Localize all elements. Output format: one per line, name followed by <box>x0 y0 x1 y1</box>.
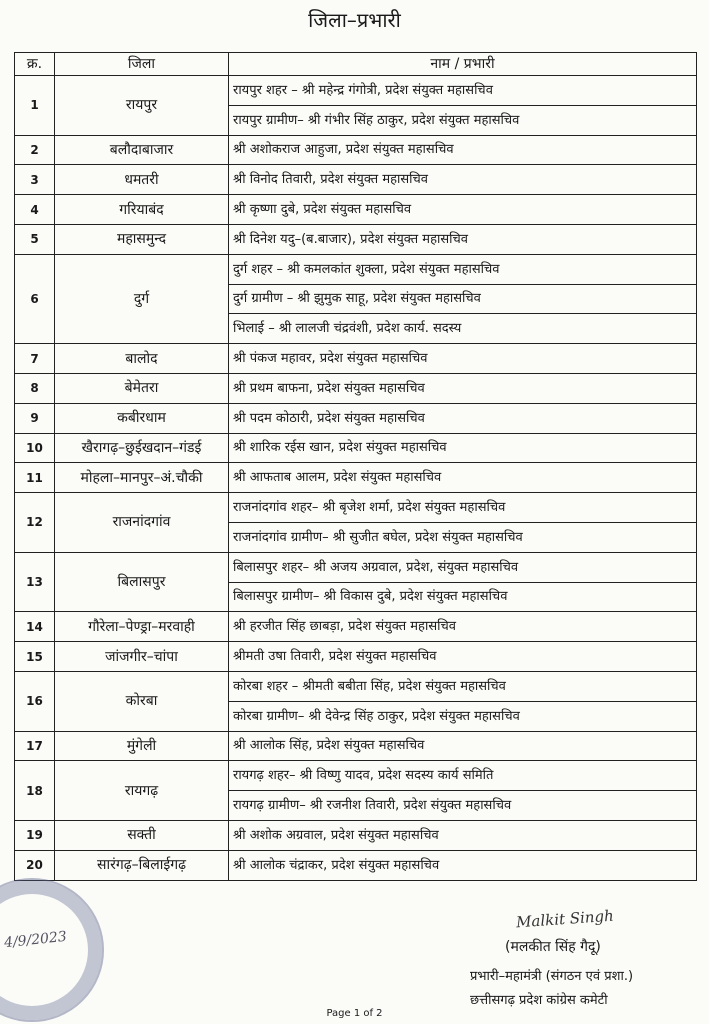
incharge-name: राजनांदगांव शहर– श्री बृजेश शर्मा, प्रदेश संयुक्त महासचिव <box>229 493 697 523</box>
page-title: जिला–प्रभारी <box>308 8 401 32</box>
row-number: 9 <box>15 403 55 433</box>
header-district: जिला <box>55 53 229 76</box>
row-number: 19 <box>15 820 55 850</box>
row-number: 12 <box>15 493 55 553</box>
district-name: मोहला–मानपुर–अं.चौकी <box>55 463 229 493</box>
table-row <box>15 671 697 701</box>
row-number: 5 <box>15 224 55 254</box>
signature-scribble: Malkit Singh <box>515 906 615 932</box>
district-name: दुर्ग <box>55 254 229 343</box>
row-number: 4 <box>15 195 55 225</box>
table-row <box>15 76 697 106</box>
incharge-name: दुर्ग ग्रामीण – श्री झुमुक साहू, प्रदेश संयुक्त महासचिव <box>229 284 697 314</box>
table-row <box>15 344 697 374</box>
table-row <box>15 254 697 284</box>
district-name: बेमेतरा <box>55 373 229 403</box>
district-name: रायगढ़ <box>55 761 229 821</box>
incharge-name: श्री शारिक रईस खान, प्रदेश संयुक्त महासचिव <box>229 433 697 463</box>
row-number: 20 <box>15 850 55 880</box>
incharge-name: बिलासपुर शहर– श्री अजय अग्रवाल, प्रदेश, संयुक्त महासचिव <box>229 552 697 582</box>
district-name: सारंगढ़–बिलाईगढ़ <box>55 850 229 880</box>
row-number: 8 <box>15 373 55 403</box>
row-number: 10 <box>15 433 55 463</box>
table-row <box>15 612 697 642</box>
incharge-name: राजनांदगांव ग्रामीण– श्री सुजीत बघेल, प्रदेश संयुक्त महासचिव <box>229 522 697 552</box>
row-number: 16 <box>15 671 55 731</box>
incharge-name: कोरबा ग्रामीण– श्री देवेन्द्र सिंह ठाकुर, प्रदेश संयुक्त महासचिव <box>229 701 697 731</box>
incharge-name: श्री दिनेश यदु–(ब.बाजार), प्रदेश संयुक्त महासचिव <box>229 224 697 254</box>
table-row <box>15 820 697 850</box>
incharge-name: कोरबा शहर – श्रीमती बबीता सिंह, प्रदेश संयुक्त महासचिव <box>229 671 697 701</box>
district-name: बलौदाबाजार <box>55 135 229 165</box>
incharge-name: श्री हरजीत सिंह छाबड़ा, प्रदेश संयुक्त महासचिव <box>229 612 697 642</box>
district-name: सक्ती <box>55 820 229 850</box>
table-row <box>15 761 697 791</box>
table-row <box>15 224 697 254</box>
row-number: 3 <box>15 165 55 195</box>
incharge-name: रायगढ़ शहर– श्री विष्णु यादव, प्रदेश सदस्य कार्य समिति <box>229 761 697 791</box>
row-number: 18 <box>15 761 55 821</box>
incharge-name: दुर्ग शहर – श्री कमलकांत शुक्ला, प्रदेश संयुक्त महासचिव <box>229 254 697 284</box>
table-row <box>15 493 697 523</box>
table-row <box>15 403 697 433</box>
district-name: खैरागढ़–छुईखदान–गंडई <box>55 433 229 463</box>
row-number: 2 <box>15 135 55 165</box>
incharge-name: श्री पंकज महावर, प्रदेश संयुक्त महासचिव <box>229 344 697 374</box>
district-name: कोरबा <box>55 671 229 731</box>
incharge-name: श्री अशोकराज आहुजा, प्रदेश संयुक्त महासचिव <box>229 135 697 165</box>
signatory-name: (मलकीत सिंह गैदू) <box>505 939 601 955</box>
header-num: क्र. <box>15 53 55 76</box>
row-number: 15 <box>15 642 55 672</box>
row-number: 14 <box>15 612 55 642</box>
row-number: 7 <box>15 344 55 374</box>
incharge-name: श्री विनोद तिवारी, प्रदेश संयुक्त महासचिव <box>229 165 697 195</box>
table-row <box>15 373 697 403</box>
district-name: रायपुर <box>55 76 229 136</box>
header-name: नाम / प्रभारी <box>229 53 697 76</box>
table-row <box>15 165 697 195</box>
incharge-name: श्री आफताब आलम, प्रदेश संयुक्त महासचिव <box>229 463 697 493</box>
incharge-name: श्री प्रथम बाफना, प्रदेश संयुक्त महासचिव <box>229 373 697 403</box>
incharge-name: रायपुर ग्रामीण– श्री गंभीर सिंह ठाकुर, प्रदेश संयुक्त महासचिव <box>229 105 697 135</box>
incharge-name: भिलाई – श्री लालजी चंद्रवंशी, प्रदेश कार्य. सदस्य <box>229 314 697 344</box>
incharge-name: श्री कृष्णा दुबे, प्रदेश संयुक्त महासचिव <box>229 195 697 225</box>
district-name: गरियाबंद <box>55 195 229 225</box>
incharge-name: रायपुर शहर – श्री महेन्द्र गंगोत्री, प्रदेश संयुक्त महासचिव <box>229 76 697 106</box>
table-row <box>15 731 697 761</box>
page-footer: Page 1 of 2 <box>326 1008 383 1019</box>
row-number: 13 <box>15 552 55 612</box>
district-name: महासमुन्द <box>55 224 229 254</box>
table-row <box>15 552 697 582</box>
incharge-name: बिलासपुर ग्रामीण– श्री विकास दुबे, प्रदेश संयुक्त महासचिव <box>229 582 697 612</box>
district-name: बालोद <box>55 344 229 374</box>
row-number: 11 <box>15 463 55 493</box>
row-number: 6 <box>15 254 55 343</box>
district-incharge-table <box>14 52 697 881</box>
district-name: राजनांदगांव <box>55 493 229 553</box>
table-row <box>15 642 697 672</box>
table-row <box>15 433 697 463</box>
incharge-name: रायगढ़ ग्रामीण– श्री रजनीश तिवारी, प्रदेश संयुक्त महासचिव <box>229 791 697 821</box>
incharge-name: श्री पदम कोठारी, प्रदेश संयुक्त महासचिव <box>229 403 697 433</box>
district-name: जांजगीर–चांपा <box>55 642 229 672</box>
table-row <box>15 463 697 493</box>
incharge-name: श्री आलोक चंद्राकर, प्रदेश संयुक्त महासचिव <box>229 850 697 880</box>
table-header-row <box>15 53 697 76</box>
row-number: 1 <box>15 76 55 136</box>
incharge-name: श्रीमती उषा तिवारी, प्रदेश संयुक्त महासचिव <box>229 642 697 672</box>
table-row <box>15 195 697 225</box>
district-name: कबीरधाम <box>55 403 229 433</box>
district-name: बिलासपुर <box>55 552 229 612</box>
incharge-name: श्री आलोक सिंह, प्रदेश संयुक्त महासचिव <box>229 731 697 761</box>
signatory-designation: प्रभारी–महामंत्री (संगठन एवं प्रशा.) <box>470 969 634 984</box>
signatory-organization: छत्तीसगढ़ प्रदेश कांग्रेस कमेटी <box>470 993 608 1008</box>
district-name: मुंगेली <box>55 731 229 761</box>
incharge-name: श्री अशोक अग्रवाल, प्रदेश संयुक्त महासचिव <box>229 820 697 850</box>
table-row <box>15 135 697 165</box>
table-body <box>15 76 697 881</box>
table-row <box>15 850 697 880</box>
row-number: 17 <box>15 731 55 761</box>
district-name: धमतरी <box>55 165 229 195</box>
district-name: गौरेला–पेण्ड्रा–मरवाही <box>55 612 229 642</box>
stamp-date: 4/9/2023 <box>3 928 68 952</box>
